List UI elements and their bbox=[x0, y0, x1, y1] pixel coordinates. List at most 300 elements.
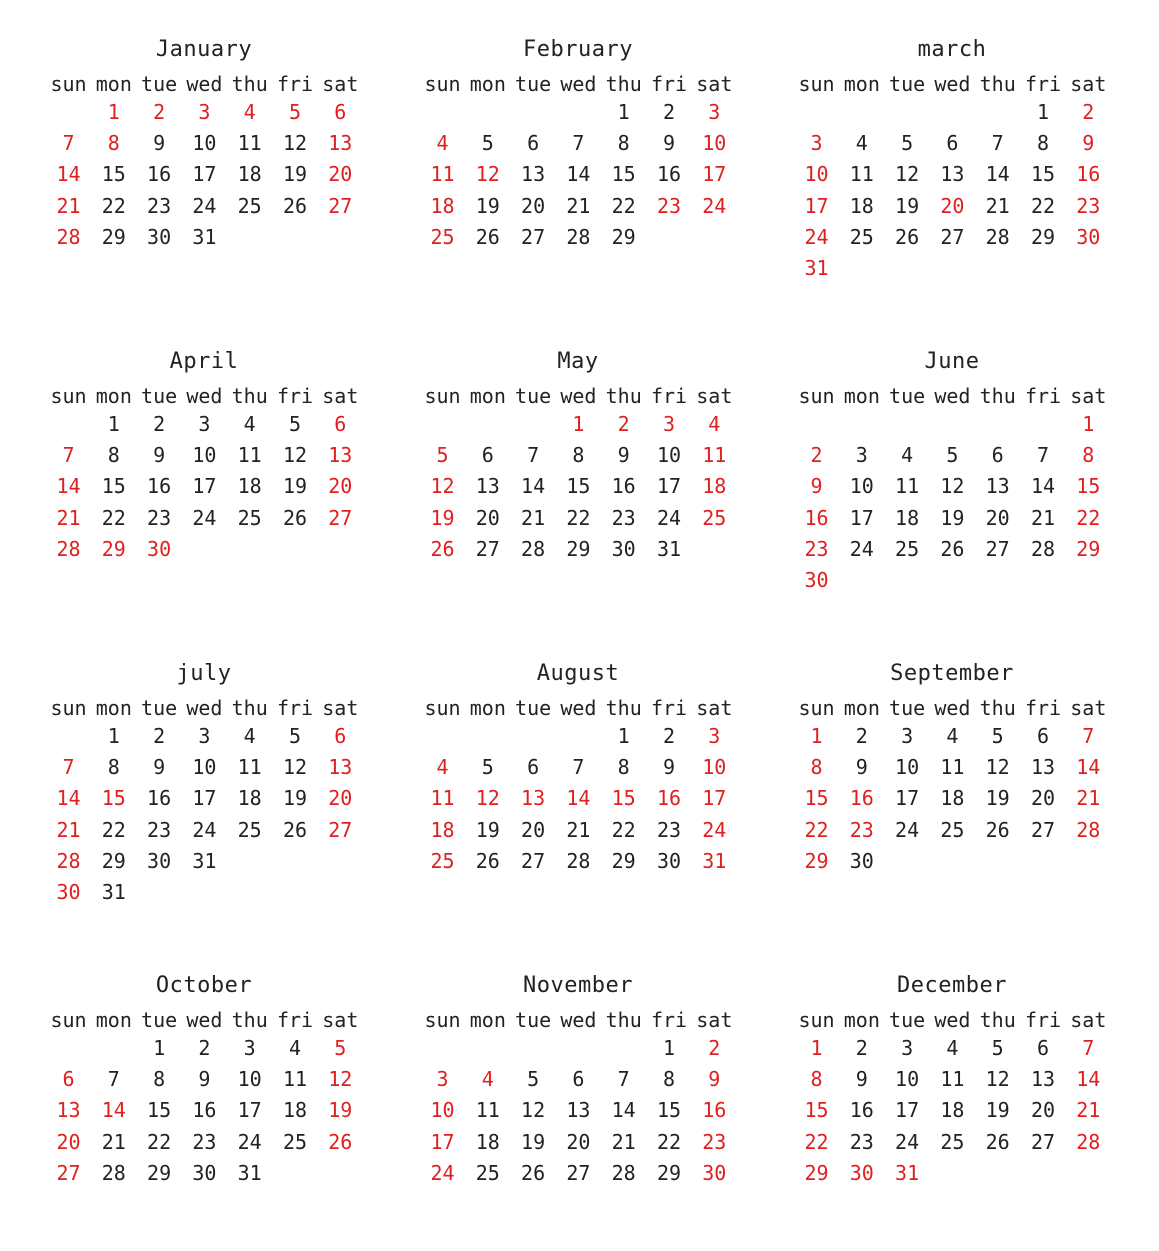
day-cell: 9 bbox=[855, 1067, 868, 1092]
day-cell: 14 bbox=[101, 1098, 126, 1123]
day-cell: 18 bbox=[940, 1098, 965, 1123]
day-cell: 15 bbox=[566, 474, 591, 499]
day-cell: 3 bbox=[243, 1036, 256, 1060]
day-cell: 23 bbox=[147, 817, 172, 842]
day-cell: 30 bbox=[656, 848, 682, 873]
day-cell: 2 bbox=[617, 412, 630, 436]
day-cell: 2 bbox=[153, 724, 166, 748]
day-cell: 15 bbox=[611, 162, 636, 187]
day-cell: 1 bbox=[1036, 100, 1050, 124]
day-cell: 26 bbox=[895, 224, 920, 249]
weekday-label-fri: fri bbox=[276, 384, 314, 408]
day-cell: 12 bbox=[895, 162, 920, 187]
day-cell: 17 bbox=[430, 1129, 455, 1154]
day-cell: 28 bbox=[101, 1160, 126, 1185]
weekday-label-sat: sat bbox=[696, 72, 733, 96]
weekday-label-fri: fri bbox=[276, 72, 314, 96]
day-cell: 18 bbox=[849, 193, 874, 218]
weekday-label-sun: sun bbox=[798, 72, 835, 96]
day-cell: 22 bbox=[101, 505, 126, 530]
weekday-label-thu: thu bbox=[605, 1008, 642, 1032]
day-cell: 3 bbox=[708, 100, 721, 124]
day-cell: 4 bbox=[243, 724, 256, 748]
day-cell: 23 bbox=[1076, 193, 1101, 218]
day-cell: 11 bbox=[849, 162, 874, 187]
weekday-label-thu: thu bbox=[979, 696, 1016, 720]
day-cell: 18 bbox=[237, 474, 262, 499]
day-cell: 8 bbox=[810, 755, 823, 780]
day-cell: 30 bbox=[849, 1160, 874, 1185]
day-cell: 20 bbox=[475, 505, 500, 530]
day-cell: 6 bbox=[334, 724, 347, 748]
weekday-label-fri: fri bbox=[650, 72, 688, 96]
day-cell: 21 bbox=[985, 193, 1010, 218]
day-cell: 5 bbox=[901, 131, 914, 156]
day-cell: 4 bbox=[946, 724, 959, 748]
month-title: December bbox=[897, 973, 1007, 998]
day-cell: 3 bbox=[662, 412, 676, 436]
day-cell: 27 bbox=[521, 848, 546, 873]
day-cell: 5 bbox=[527, 1067, 540, 1092]
day-cell: 11 bbox=[282, 1067, 308, 1092]
weekday-label-sat: sat bbox=[696, 384, 733, 408]
day-cell: 28 bbox=[566, 224, 591, 249]
day-cell: 6 bbox=[572, 1067, 585, 1092]
day-cell: 8 bbox=[107, 443, 120, 468]
weekday-label-tue: tue bbox=[889, 696, 926, 720]
day-cell: 28 bbox=[566, 848, 591, 873]
day-cell: 7 bbox=[572, 131, 585, 156]
day-cell: 11 bbox=[475, 1098, 500, 1123]
weekday-label-sun: sun bbox=[798, 1008, 835, 1032]
day-cell: 23 bbox=[656, 817, 682, 842]
day-cell: 10 bbox=[237, 1067, 262, 1092]
day-cell: 27 bbox=[1030, 817, 1056, 842]
day-cell: 29 bbox=[101, 536, 126, 561]
weekday-label-thu: thu bbox=[979, 384, 1016, 408]
day-cell: 17 bbox=[849, 505, 874, 530]
day-cell: 16 bbox=[192, 1098, 217, 1123]
day-cell: 3 bbox=[708, 724, 721, 748]
weekday-label-fri: fri bbox=[1024, 1008, 1062, 1032]
day-cell: 16 bbox=[702, 1098, 727, 1123]
day-cell: 7 bbox=[617, 1067, 630, 1092]
day-cell: 21 bbox=[1030, 505, 1056, 530]
day-cell: 28 bbox=[1030, 536, 1056, 561]
day-cell: 14 bbox=[56, 474, 81, 499]
day-cell: 7 bbox=[62, 443, 75, 468]
day-cell: 21 bbox=[611, 1129, 636, 1154]
day-cell: 12 bbox=[282, 755, 308, 780]
day-cell: 25 bbox=[475, 1160, 500, 1185]
day-cell: 1 bbox=[153, 1036, 166, 1060]
day-cell: 18 bbox=[237, 162, 262, 187]
day-cell: 22 bbox=[1076, 505, 1101, 530]
day-cell: 30 bbox=[1076, 224, 1101, 249]
day-cell: 25 bbox=[282, 1129, 308, 1154]
day-cell: 23 bbox=[849, 1129, 874, 1154]
day-cell: 7 bbox=[62, 755, 75, 780]
day-cell: 10 bbox=[192, 443, 217, 468]
day-cell: 8 bbox=[153, 1067, 166, 1092]
day-cell: 24 bbox=[895, 1129, 920, 1154]
day-cell: 7 bbox=[1082, 724, 1095, 748]
day-cell: 24 bbox=[430, 1160, 455, 1185]
weekday-label-sun: sun bbox=[424, 72, 461, 96]
month-title: May bbox=[557, 349, 599, 374]
weekday-label-thu: thu bbox=[979, 72, 1016, 96]
day-cell: 9 bbox=[1082, 131, 1095, 156]
day-cell: 3 bbox=[901, 1036, 914, 1060]
day-cell: 1 bbox=[662, 1036, 676, 1060]
day-cell: 19 bbox=[475, 817, 500, 842]
day-cell: 22 bbox=[611, 817, 636, 842]
day-cell: 10 bbox=[430, 1098, 455, 1123]
day-cell: 22 bbox=[566, 505, 591, 530]
day-cell: 2 bbox=[708, 1036, 721, 1060]
day-cell: 28 bbox=[1076, 817, 1101, 842]
day-cell: 1 bbox=[810, 1036, 823, 1060]
day-cell: 30 bbox=[611, 536, 636, 561]
day-cell: 26 bbox=[475, 848, 500, 873]
day-cell: 17 bbox=[895, 786, 920, 811]
day-cell: 26 bbox=[282, 505, 308, 530]
day-cell: 15 bbox=[101, 162, 126, 187]
weekday-label-tue: tue bbox=[515, 696, 552, 720]
day-cell: 1 bbox=[107, 412, 120, 436]
day-cell: 11 bbox=[237, 443, 262, 468]
weekday-label-wed: wed bbox=[934, 384, 971, 408]
weekday-label-mon: mon bbox=[95, 72, 132, 96]
day-cell: 17 bbox=[656, 474, 682, 499]
day-cell: 31 bbox=[192, 848, 217, 873]
day-cell: 13 bbox=[521, 162, 546, 187]
day-cell: 14 bbox=[56, 162, 81, 187]
day-cell: 29 bbox=[101, 224, 126, 249]
day-cell: 29 bbox=[656, 1160, 682, 1185]
weekday-label-mon: mon bbox=[843, 696, 880, 720]
day-cell: 5 bbox=[436, 443, 449, 468]
day-cell: 21 bbox=[1076, 786, 1101, 811]
month-title: july bbox=[176, 661, 232, 686]
day-cell: 29 bbox=[1030, 224, 1056, 249]
day-cell: 27 bbox=[328, 505, 353, 530]
day-cell: 18 bbox=[475, 1129, 500, 1154]
day-cell: 5 bbox=[334, 1036, 347, 1060]
day-cell: 3 bbox=[198, 412, 211, 436]
day-cell: 6 bbox=[334, 412, 347, 436]
day-cell: 8 bbox=[1036, 131, 1050, 156]
day-cell: 3 bbox=[198, 724, 211, 748]
day-cell: 6 bbox=[991, 443, 1004, 468]
day-cell: 13 bbox=[328, 443, 353, 468]
day-cell: 8 bbox=[107, 755, 120, 780]
day-cell: 4 bbox=[481, 1067, 494, 1092]
day-cell: 11 bbox=[895, 474, 920, 499]
weekday-label-sat: sat bbox=[322, 72, 359, 96]
day-cell: 8 bbox=[1082, 443, 1095, 468]
weekday-label-sat: sat bbox=[322, 384, 359, 408]
weekday-label-sat: sat bbox=[1070, 696, 1107, 720]
day-cell: 10 bbox=[849, 474, 874, 499]
day-cell: 14 bbox=[566, 786, 591, 811]
day-cell: 22 bbox=[804, 817, 829, 842]
day-cell: 16 bbox=[656, 162, 682, 187]
day-cell: 14 bbox=[1076, 755, 1101, 780]
day-cell: 21 bbox=[56, 817, 81, 842]
day-cell: 1 bbox=[617, 100, 630, 124]
day-cell: 13 bbox=[566, 1098, 591, 1123]
day-cell: 19 bbox=[985, 1098, 1010, 1123]
day-cell: 2 bbox=[662, 100, 676, 124]
day-cell: 2 bbox=[1082, 100, 1095, 124]
day-cell: 20 bbox=[940, 193, 965, 218]
day-cell: 28 bbox=[1076, 1129, 1101, 1154]
weekday-label-sun: sun bbox=[50, 384, 87, 408]
month-title: September bbox=[890, 661, 1014, 686]
day-cell: 6 bbox=[334, 100, 347, 124]
day-cell: 31 bbox=[702, 848, 727, 873]
day-cell: 10 bbox=[192, 755, 217, 780]
weekday-label-mon: mon bbox=[843, 1008, 880, 1032]
day-cell: 22 bbox=[611, 193, 636, 218]
weekday-label-sat: sat bbox=[1070, 384, 1107, 408]
day-cell: 29 bbox=[566, 536, 591, 561]
day-cell: 12 bbox=[521, 1098, 546, 1123]
day-cell: 2 bbox=[153, 412, 166, 436]
day-cell: 15 bbox=[101, 786, 126, 811]
weekday-label-sat: sat bbox=[696, 696, 733, 720]
day-cell: 23 bbox=[804, 536, 829, 561]
weekday-label-thu: thu bbox=[605, 696, 642, 720]
day-cell: 20 bbox=[328, 474, 353, 499]
day-cell: 18 bbox=[282, 1098, 308, 1123]
day-cell: 13 bbox=[328, 755, 353, 780]
day-cell: 19 bbox=[282, 474, 308, 499]
day-cell: 28 bbox=[56, 224, 81, 249]
month-title: march bbox=[917, 37, 987, 62]
day-cell: 29 bbox=[1076, 536, 1101, 561]
day-cell: 10 bbox=[895, 1067, 920, 1092]
day-cell: 12 bbox=[430, 474, 455, 499]
day-cell: 7 bbox=[62, 131, 75, 156]
day-cell: 21 bbox=[521, 505, 546, 530]
day-cell: 5 bbox=[946, 443, 959, 468]
weekday-label-wed: wed bbox=[186, 72, 223, 96]
day-cell: 17 bbox=[192, 162, 217, 187]
month-title: November bbox=[523, 973, 633, 998]
day-cell: 17 bbox=[192, 786, 217, 811]
weekday-label-mon: mon bbox=[95, 696, 132, 720]
day-cell: 29 bbox=[611, 224, 636, 249]
day-cell: 14 bbox=[1076, 1067, 1101, 1092]
month-title: August bbox=[536, 661, 620, 686]
month-title: June bbox=[924, 349, 980, 374]
day-cell: 13 bbox=[521, 786, 546, 811]
weekday-label-mon: mon bbox=[95, 384, 132, 408]
day-cell: 5 bbox=[481, 131, 494, 156]
day-cell: 7 bbox=[1082, 1036, 1095, 1060]
day-cell: 18 bbox=[895, 505, 920, 530]
day-cell: 5 bbox=[288, 724, 302, 748]
day-cell: 18 bbox=[430, 193, 455, 218]
weekday-label-thu: thu bbox=[231, 696, 268, 720]
weekday-label-thu: thu bbox=[605, 72, 642, 96]
day-cell: 12 bbox=[985, 755, 1010, 780]
day-cell: 31 bbox=[895, 1160, 920, 1185]
month-title: October bbox=[155, 973, 253, 998]
weekday-label-mon: mon bbox=[469, 384, 506, 408]
day-cell: 22 bbox=[656, 1129, 682, 1154]
day-cell: 28 bbox=[985, 224, 1010, 249]
weekday-label-thu: thu bbox=[979, 1008, 1016, 1032]
day-cell: 26 bbox=[940, 536, 965, 561]
day-cell: 7 bbox=[1036, 443, 1050, 468]
day-cell: 12 bbox=[985, 1067, 1010, 1092]
weekday-label-mon: mon bbox=[843, 384, 880, 408]
day-cell: 26 bbox=[430, 536, 455, 561]
day-cell: 14 bbox=[611, 1098, 636, 1123]
day-cell: 3 bbox=[901, 724, 914, 748]
day-cell: 22 bbox=[101, 193, 126, 218]
day-cell: 2 bbox=[153, 100, 166, 124]
day-cell: 14 bbox=[1030, 474, 1056, 499]
day-cell: 11 bbox=[702, 443, 727, 468]
day-cell: 26 bbox=[282, 193, 308, 218]
weekday-label-mon: mon bbox=[469, 696, 506, 720]
weekday-label-wed: wed bbox=[560, 1008, 597, 1032]
day-cell: 28 bbox=[611, 1160, 636, 1185]
day-cell: 5 bbox=[991, 724, 1004, 748]
weekday-label-wed: wed bbox=[560, 384, 597, 408]
day-cell: 26 bbox=[328, 1129, 353, 1154]
day-cell: 21 bbox=[566, 817, 591, 842]
day-cell: 15 bbox=[656, 1098, 682, 1123]
day-cell: 16 bbox=[1076, 162, 1101, 187]
day-cell: 25 bbox=[849, 224, 874, 249]
day-cell: 27 bbox=[56, 1160, 81, 1185]
day-cell: 24 bbox=[895, 817, 920, 842]
day-cell: 24 bbox=[804, 224, 829, 249]
day-cell: 26 bbox=[985, 1129, 1010, 1154]
day-cell: 31 bbox=[101, 880, 126, 904]
weekday-label-tue: tue bbox=[889, 384, 926, 408]
day-cell: 22 bbox=[1030, 193, 1056, 218]
day-cell: 23 bbox=[147, 193, 172, 218]
day-cell: 23 bbox=[192, 1129, 217, 1154]
day-cell: 11 bbox=[940, 1067, 965, 1092]
day-cell: 16 bbox=[147, 162, 172, 187]
weekday-label-tue: tue bbox=[889, 1008, 926, 1032]
day-cell: 18 bbox=[940, 786, 965, 811]
day-cell: 12 bbox=[328, 1067, 353, 1092]
day-cell: 15 bbox=[611, 786, 636, 811]
day-cell: 19 bbox=[282, 162, 308, 187]
day-cell: 19 bbox=[940, 505, 965, 530]
day-cell: 10 bbox=[192, 131, 217, 156]
day-cell: 4 bbox=[855, 131, 868, 156]
day-cell: 19 bbox=[895, 193, 920, 218]
day-cell: 29 bbox=[804, 848, 829, 873]
day-cell: 21 bbox=[101, 1129, 126, 1154]
day-cell: 28 bbox=[56, 848, 81, 873]
day-cell: 9 bbox=[810, 474, 823, 499]
day-cell: 30 bbox=[192, 1160, 217, 1185]
day-cell: 27 bbox=[328, 193, 353, 218]
weekday-label-sun: sun bbox=[798, 696, 835, 720]
day-cell: 11 bbox=[940, 755, 965, 780]
day-cell: 2 bbox=[198, 1036, 211, 1060]
day-cell: 2 bbox=[855, 724, 868, 748]
day-cell: 2 bbox=[662, 724, 676, 748]
day-cell: 16 bbox=[611, 474, 636, 499]
weekday-label-sun: sun bbox=[424, 384, 461, 408]
day-cell: 13 bbox=[940, 162, 965, 187]
weekday-label-sat: sat bbox=[1070, 1008, 1107, 1032]
weekday-label-sat: sat bbox=[322, 1008, 359, 1032]
day-cell: 8 bbox=[617, 131, 630, 156]
day-cell: 19 bbox=[282, 786, 308, 811]
day-cell: 10 bbox=[804, 162, 829, 187]
day-cell: 6 bbox=[527, 131, 540, 156]
day-cell: 26 bbox=[985, 817, 1010, 842]
day-cell: 1 bbox=[107, 100, 120, 124]
day-cell: 13 bbox=[1030, 1067, 1056, 1092]
day-cell: 9 bbox=[855, 755, 868, 780]
day-cell: 9 bbox=[198, 1067, 211, 1092]
day-cell: 15 bbox=[804, 1098, 829, 1123]
weekday-label-wed: wed bbox=[934, 696, 971, 720]
weekday-label-tue: tue bbox=[141, 72, 178, 96]
weekday-label-sun: sun bbox=[50, 72, 87, 96]
day-cell: 23 bbox=[849, 817, 874, 842]
day-cell: 1 bbox=[1082, 412, 1095, 436]
day-cell: 1 bbox=[810, 724, 823, 748]
day-cell: 29 bbox=[101, 848, 126, 873]
weekday-label-sat: sat bbox=[322, 696, 359, 720]
day-cell: 10 bbox=[702, 131, 727, 156]
weekday-label-wed: wed bbox=[560, 72, 597, 96]
day-cell: 26 bbox=[521, 1160, 546, 1185]
day-cell: 8 bbox=[572, 443, 585, 468]
weekday-label-tue: tue bbox=[889, 72, 926, 96]
day-cell: 6 bbox=[1036, 1036, 1050, 1060]
day-cell: 24 bbox=[192, 817, 217, 842]
day-cell: 9 bbox=[153, 131, 166, 156]
day-cell: 3 bbox=[198, 100, 211, 124]
day-cell: 7 bbox=[527, 443, 540, 468]
day-cell: 10 bbox=[895, 755, 920, 780]
day-cell: 14 bbox=[566, 162, 591, 187]
day-cell: 12 bbox=[282, 131, 308, 156]
day-cell: 12 bbox=[940, 474, 965, 499]
day-cell: 25 bbox=[237, 193, 262, 218]
day-cell: 17 bbox=[702, 786, 727, 811]
day-cell: 17 bbox=[192, 474, 217, 499]
month-title: February bbox=[523, 37, 633, 62]
day-cell: 7 bbox=[991, 131, 1004, 156]
day-cell: 15 bbox=[101, 474, 126, 499]
day-cell: 11 bbox=[430, 786, 455, 811]
day-cell: 5 bbox=[991, 1036, 1004, 1060]
weekday-label-fri: fri bbox=[650, 384, 688, 408]
weekday-label-wed: wed bbox=[186, 1008, 223, 1032]
weekday-label-fri: fri bbox=[650, 696, 688, 720]
day-cell: 10 bbox=[656, 443, 682, 468]
day-cell: 27 bbox=[328, 817, 353, 842]
day-cell: 23 bbox=[702, 1129, 727, 1154]
day-cell: 18 bbox=[430, 817, 455, 842]
